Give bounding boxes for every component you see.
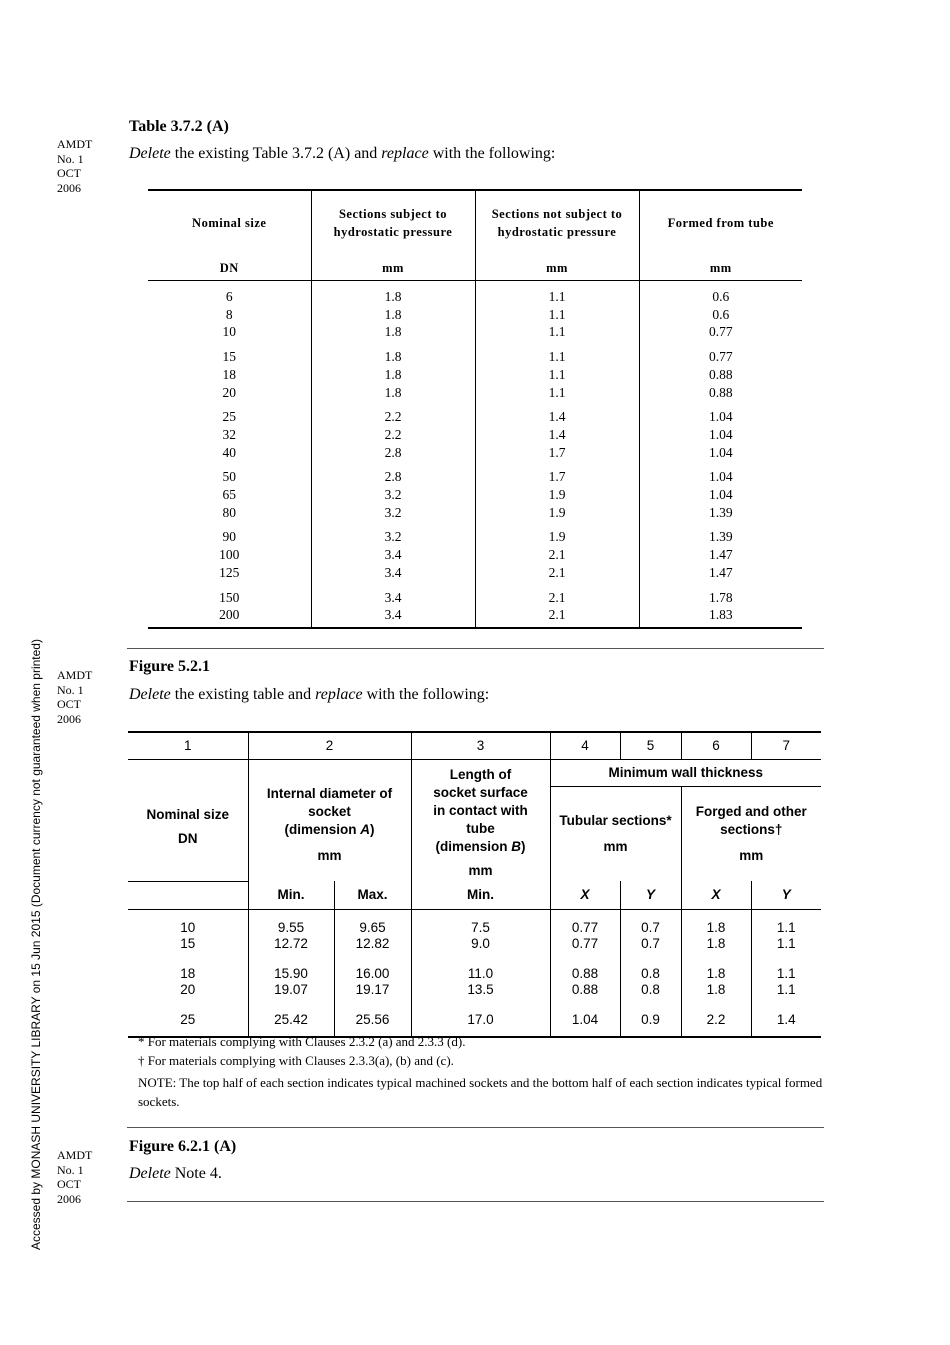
table-cell: 1.39 bbox=[639, 504, 802, 522]
table-cell: 0.77 bbox=[639, 323, 802, 341]
table-cell: 200 bbox=[148, 606, 311, 628]
table-cell: 0.88 bbox=[639, 384, 802, 402]
instruction-text: with the following: bbox=[428, 145, 556, 162]
table-row bbox=[128, 982, 821, 998]
table-row bbox=[128, 936, 821, 952]
figure-6-2-1-heading: Figure 6.2.1 (A) bbox=[129, 1138, 237, 1155]
table-cell: 18 bbox=[180, 965, 196, 981]
table-cell: 1.04 bbox=[639, 444, 802, 462]
table-cell: 1.4 bbox=[751, 998, 821, 1037]
table-cell: 0.77 bbox=[550, 909, 620, 936]
header-length-line: socket surface bbox=[433, 784, 528, 800]
delete-word: Delete bbox=[129, 686, 171, 703]
table-cell: 17.0 bbox=[411, 998, 550, 1037]
table-row bbox=[128, 952, 821, 982]
col-number-5: 5 bbox=[620, 732, 681, 760]
table-cell: 13.5 bbox=[411, 982, 550, 998]
amendment-note-3 bbox=[57, 1148, 117, 1206]
divider bbox=[127, 1201, 824, 1202]
header-length-line: in contact with bbox=[433, 802, 528, 818]
header-nominal-size bbox=[128, 760, 248, 882]
table-row bbox=[148, 461, 802, 486]
table-cell: 1.1 bbox=[751, 982, 821, 998]
table-cell: 1.47 bbox=[639, 546, 802, 564]
table-cell: 25.56 bbox=[334, 998, 411, 1037]
table-cell: 0.7 bbox=[620, 936, 681, 952]
unit-header: mm bbox=[639, 255, 802, 281]
table-cell: 7.5 bbox=[411, 909, 550, 936]
table-cell: 1.04 bbox=[639, 401, 802, 426]
table-cell: 2.1 bbox=[475, 564, 639, 582]
table-row bbox=[148, 444, 802, 462]
table-cell: 1.7 bbox=[475, 444, 639, 462]
table-cell: 1.4 bbox=[475, 401, 639, 426]
table-cell: 0.88 bbox=[639, 366, 802, 384]
header-min-wall-thickness: Minimum wall thickness bbox=[550, 760, 821, 787]
section2-instruction bbox=[129, 686, 489, 704]
table-cell: 1.8 bbox=[311, 281, 475, 306]
subheader-y bbox=[620, 881, 681, 909]
access-margin-note: Accessed by MONASH UNIVERSITY LIBRARY on 15 Jun 2015 (Document currency not guaranteed when printed) bbox=[29, 639, 43, 1250]
subheader-x-label: X bbox=[580, 886, 590, 902]
amendment-number: No. 1 bbox=[57, 682, 84, 697]
table-row bbox=[148, 341, 802, 366]
table-cell: 1.1 bbox=[475, 366, 639, 384]
subheader-x-label: X bbox=[711, 886, 721, 902]
table-cell: 12.72 bbox=[248, 936, 334, 952]
table-cell: 90 bbox=[222, 529, 236, 545]
header-length-unit: mm bbox=[468, 862, 493, 878]
table-row bbox=[148, 504, 802, 522]
dimension-text: (dimension bbox=[435, 838, 512, 854]
table-row bbox=[148, 401, 802, 426]
table-cell: 1.1 bbox=[475, 281, 639, 306]
amendment-month: OCT bbox=[57, 1177, 81, 1191]
amendment-month: OCT bbox=[57, 697, 81, 711]
table-cell: 12.82 bbox=[334, 936, 411, 952]
instruction-text: Note 4. bbox=[170, 1165, 222, 1182]
table-row bbox=[148, 486, 802, 504]
table-cell: 16.00 bbox=[334, 952, 411, 982]
subheader-y-label: Y bbox=[646, 886, 656, 902]
table-row bbox=[148, 366, 802, 384]
footnote-forged: † For materials complying with Clauses 2.3.3(a), (b) and (c). bbox=[138, 1053, 454, 1068]
table-cell: 3.2 bbox=[311, 486, 475, 504]
table-cell: 3.4 bbox=[311, 546, 475, 564]
dimension-text: ) bbox=[370, 821, 375, 837]
table-cell: 1.8 bbox=[311, 366, 475, 384]
table-cell: 1.8 bbox=[681, 982, 751, 998]
table-cell: 15.90 bbox=[248, 952, 334, 982]
header-length-line: Length of bbox=[449, 766, 512, 782]
table-cell: 3.2 bbox=[311, 521, 475, 546]
subheader-max: Max. bbox=[334, 881, 411, 909]
table-row bbox=[148, 582, 802, 607]
delete-word: Delete bbox=[129, 145, 171, 162]
table-cell: 10 bbox=[222, 324, 236, 340]
table-cell: 1.8 bbox=[681, 909, 751, 936]
amendment-label: AMDT bbox=[57, 137, 93, 151]
table-cell: 20 bbox=[180, 981, 196, 997]
table-cell: 0.77 bbox=[550, 936, 620, 952]
table-row bbox=[148, 426, 802, 444]
table-row bbox=[148, 306, 802, 324]
table-cell: 6 bbox=[225, 289, 233, 304]
table-row bbox=[148, 564, 802, 582]
table-cell: 1.1 bbox=[751, 952, 821, 982]
section3-instruction bbox=[129, 1165, 222, 1183]
instruction-text: the existing table and bbox=[170, 686, 316, 703]
table-cell: 50 bbox=[222, 469, 236, 485]
subheader-min: Min. bbox=[411, 881, 550, 909]
header-forged-label: Forged and other sections† bbox=[695, 804, 807, 837]
table-cell: 25 bbox=[128, 998, 248, 1037]
header-internal-diameter-dimension bbox=[255, 821, 405, 839]
table-cell: 3.2 bbox=[311, 504, 475, 522]
amendment-year: 2006 bbox=[57, 180, 81, 195]
amendment-number: No. 1 bbox=[57, 151, 84, 166]
table-cell: 0.77 bbox=[639, 341, 802, 366]
figure-5-2-1-table bbox=[128, 731, 821, 1038]
unit-header: mm bbox=[311, 255, 475, 281]
table-cell: 1.47 bbox=[639, 564, 802, 582]
table-row bbox=[148, 606, 802, 628]
table-cell: 9.55 bbox=[248, 909, 334, 936]
table-cell: 1.8 bbox=[311, 323, 475, 341]
table-cell: 1.39 bbox=[639, 521, 802, 546]
amendment-month: OCT bbox=[57, 166, 81, 180]
header-tubular-unit: mm bbox=[603, 839, 628, 854]
subheader-x bbox=[550, 881, 620, 909]
amendment-year: 2006 bbox=[57, 1191, 81, 1206]
table-cell: 3.4 bbox=[311, 564, 475, 582]
table-cell: 2.2 bbox=[681, 998, 751, 1037]
header-forged-sections bbox=[681, 787, 821, 882]
table-note: NOTE: The top half of each section indicates typical machined sockets and the bottom half of each section indicates typical formed sockets. bbox=[138, 1075, 823, 1109]
unit-header: mm bbox=[475, 255, 639, 281]
col-number-4: 4 bbox=[550, 732, 620, 760]
table-cell: 11.0 bbox=[411, 952, 550, 982]
table-cell: 0.6 bbox=[639, 306, 802, 324]
table-cell: 25 bbox=[222, 409, 236, 425]
unit-header: DN bbox=[148, 255, 311, 281]
header-forged-unit: mm bbox=[739, 848, 764, 863]
amendment-note-1 bbox=[57, 137, 117, 195]
table-cell: 65 bbox=[222, 487, 236, 503]
table-cell: 1.8 bbox=[311, 306, 475, 324]
subheader-y-label: Y bbox=[781, 886, 791, 902]
header-socket-length bbox=[411, 760, 550, 882]
table-row bbox=[148, 546, 802, 564]
table-cell: 1.04 bbox=[639, 461, 802, 486]
amendment-year: 2006 bbox=[57, 711, 81, 726]
col-number-7: 7 bbox=[751, 732, 821, 760]
col-header-not-hydrostatic: Sections not subject to hydrostatic pressure bbox=[475, 190, 639, 255]
header-internal-diameter bbox=[248, 760, 411, 882]
header-nominal-size-unit: DN bbox=[178, 831, 198, 847]
col-number-2: 2 bbox=[248, 732, 411, 760]
table-cell: 1.9 bbox=[475, 486, 639, 504]
table-cell: 9.0 bbox=[411, 936, 550, 952]
subheader-min: Min. bbox=[248, 881, 334, 909]
table-cell: 0.7 bbox=[620, 909, 681, 936]
subheader-y bbox=[751, 881, 821, 909]
dimension-text: (dimension bbox=[284, 821, 361, 837]
table-cell: 1.8 bbox=[311, 341, 475, 366]
amendment-label: AMDT bbox=[57, 668, 93, 682]
table-cell: 0.9 bbox=[620, 998, 681, 1037]
table-cell: 0.88 bbox=[550, 982, 620, 998]
table-cell: 1.4 bbox=[475, 426, 639, 444]
subheader-empty bbox=[128, 881, 248, 909]
col-header-formed-tube: Formed from tube bbox=[639, 190, 802, 255]
table-row bbox=[128, 909, 821, 936]
table-cell: 1.1 bbox=[475, 341, 639, 366]
table-cell: 3.4 bbox=[311, 582, 475, 607]
header-nominal-size-label: Nominal size bbox=[146, 807, 230, 823]
table-cell: 1.7 bbox=[475, 461, 639, 486]
table-3-7-2 bbox=[148, 189, 802, 629]
header-internal-diameter-label: Internal diameter of socket bbox=[266, 785, 393, 819]
table-cell: 1.9 bbox=[475, 504, 639, 522]
table-cell: 40 bbox=[222, 444, 236, 460]
table-cell: 150 bbox=[219, 589, 240, 605]
col-header-nominal-size: Nominal size bbox=[148, 190, 311, 255]
table-cell: 2.8 bbox=[311, 461, 475, 486]
divider bbox=[127, 648, 824, 649]
table-cell: 15 bbox=[222, 349, 236, 365]
table-row bbox=[128, 998, 821, 1037]
instruction-text: the existing Table 3.7.2 (A) and bbox=[170, 145, 382, 162]
table-cell: 20 bbox=[222, 384, 236, 400]
table-cell: 1.1 bbox=[751, 909, 821, 936]
dimension-variable: B bbox=[511, 838, 522, 854]
table-cell: 1.1 bbox=[475, 323, 639, 341]
table-cell: 1.1 bbox=[475, 384, 639, 402]
table-cell: 2.8 bbox=[311, 444, 475, 462]
header-length-line: tube bbox=[466, 820, 495, 836]
table-cell: 0.8 bbox=[620, 952, 681, 982]
footnote-tubular: * For materials complying with Clauses 2.3.2 (a) and 2.3.3 (d). bbox=[138, 1034, 466, 1049]
table1-body bbox=[148, 281, 802, 628]
amendment-label: AMDT bbox=[57, 1148, 93, 1162]
table-cell: 1.04 bbox=[639, 426, 802, 444]
dimension-text: ) bbox=[521, 838, 526, 854]
amendment-note-2 bbox=[57, 668, 117, 726]
table-cell: 1.8 bbox=[681, 952, 751, 982]
table-row bbox=[148, 521, 802, 546]
figure-5-2-1-heading: Figure 5.2.1 bbox=[129, 658, 211, 675]
table-cell: 0.88 bbox=[550, 952, 620, 982]
table-cell: 2.1 bbox=[475, 606, 639, 628]
table-cell: 1.04 bbox=[550, 998, 620, 1037]
subheader-x bbox=[681, 881, 751, 909]
col-header-hydrostatic: Sections subject to hydrostatic pressure bbox=[311, 190, 475, 255]
table-cell: 0.8 bbox=[620, 982, 681, 998]
table-cell: 2.1 bbox=[475, 582, 639, 607]
table-cell: 1.9 bbox=[475, 521, 639, 546]
col-number-6: 6 bbox=[681, 732, 751, 760]
header-tubular-sections bbox=[550, 787, 681, 882]
replace-word: replace bbox=[381, 145, 429, 162]
table-cell: 80 bbox=[222, 504, 236, 520]
table-cell: 2.1 bbox=[475, 546, 639, 564]
table-cell: 1.78 bbox=[639, 582, 802, 607]
table-cell: 19.07 bbox=[248, 982, 334, 998]
table-row bbox=[148, 384, 802, 402]
table-cell: 1.83 bbox=[639, 606, 802, 628]
table-cell: 1.1 bbox=[751, 936, 821, 952]
header-tubular-label: Tubular sections* bbox=[559, 813, 672, 828]
table-cell: 1.1 bbox=[475, 306, 639, 324]
table-cell: 3.4 bbox=[311, 606, 475, 628]
header-length-dimension bbox=[412, 838, 550, 856]
table-cell: 125 bbox=[219, 564, 240, 580]
table-3-7-2-heading: Table 3.7.2 (A) bbox=[129, 118, 229, 135]
table-cell: 0.6 bbox=[639, 281, 802, 306]
table-cell: 8 bbox=[225, 306, 233, 322]
section1-instruction bbox=[129, 145, 555, 163]
table-cell: 18 bbox=[222, 366, 236, 382]
table-cell: 2.2 bbox=[311, 426, 475, 444]
table-cell: 10 bbox=[180, 919, 196, 935]
table-cell: 15 bbox=[180, 935, 196, 951]
table-cell: 25.42 bbox=[248, 998, 334, 1037]
delete-word: Delete bbox=[129, 1165, 171, 1182]
amendment-number: No. 1 bbox=[57, 1162, 84, 1177]
table-cell: 1.8 bbox=[311, 384, 475, 402]
col-number-3: 3 bbox=[411, 732, 550, 760]
table-cell: 9.65 bbox=[334, 909, 411, 936]
instruction-text: with the following: bbox=[362, 686, 490, 703]
dimension-variable: A bbox=[360, 821, 371, 837]
replace-word: replace bbox=[315, 686, 363, 703]
divider bbox=[127, 1127, 824, 1128]
table-row bbox=[148, 281, 802, 306]
table-cell: 19.17 bbox=[334, 982, 411, 998]
table-cell: 100 bbox=[219, 547, 240, 563]
table-cell: 1.04 bbox=[639, 486, 802, 504]
table2-body bbox=[128, 909, 821, 1037]
table-cell: 2.2 bbox=[311, 401, 475, 426]
col-number-1: 1 bbox=[128, 732, 248, 760]
table-row bbox=[148, 323, 802, 341]
table-cell: 32 bbox=[222, 426, 236, 442]
header-internal-diameter-unit: mm bbox=[317, 847, 342, 863]
table-cell: 1.8 bbox=[681, 936, 751, 952]
